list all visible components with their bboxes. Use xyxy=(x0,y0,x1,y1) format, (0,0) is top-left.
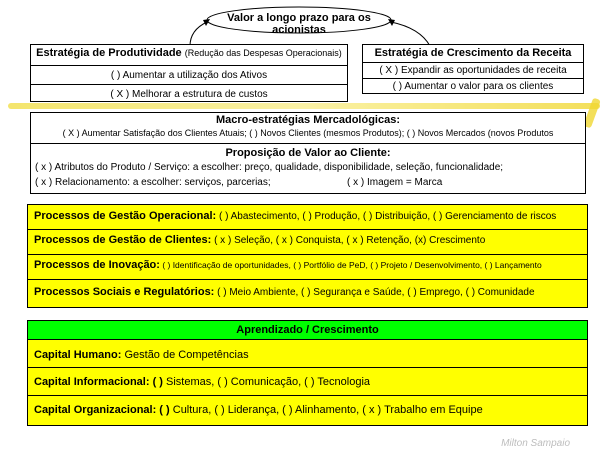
highlighter-stroke xyxy=(8,103,600,109)
watermark: Milton Sampaio xyxy=(501,438,570,449)
process-row-social: Processos Sociais e Regulatórios: ( ) Meio Ambiente, ( ) Segurança e Saúde, ( ) Emprego, ( ) Comunidade xyxy=(34,286,535,298)
capital-human-row: Capital Humano: Gestão de Competências xyxy=(34,349,249,361)
process-row-operational: Processos de Gestão Operacional: ( ) Abastecimento, ( ) Produção, ( ) Distribuição, ( ) Gerenciamento de riscos xyxy=(34,210,557,222)
value-prop-line-1: ( x ) Atributos do Produto / Serviço: a escolher: preço, qualidade, disponibilidade, seleção, funcionalidade; xyxy=(35,162,504,173)
macro-title: Macro-estratégias Mercadológicas: xyxy=(215,114,400,126)
value-prop-line-2b: ( x ) Imagem = Marca xyxy=(347,177,443,188)
growth-title: Estratégia de Crescimento da Receita xyxy=(374,47,572,59)
capital-info-row: Capital Informacional: ( ) Sistemas, ( ) Comunicação, ( ) Tecnologia xyxy=(34,376,371,388)
macro-box xyxy=(30,112,586,194)
macro-line: ( X ) Aumentar Satisfação dos Clientes Atuais; ( ) Novos Clientes (mesmos Produtos); ( ) Novos Mercados (novos Produtos xyxy=(62,128,554,138)
growth-box xyxy=(362,44,584,94)
process-row-innovation: Processos de Inovação: ( ) Identificação de oportunidades, ( ) Portfólio de PeD, ( ) Projeto / Desenvolvimento, ( ) Lançamento xyxy=(34,259,542,271)
growth-item-2: ( ) Aumentar o valor para os clientes xyxy=(363,78,583,94)
productivity-title: Estratégia de Produtividade xyxy=(36,47,182,59)
growth-item-1: ( X ) Expandir as oportunidades de receita xyxy=(363,62,583,78)
productivity-subtitle: (Redução das Despesas Operacionais) xyxy=(184,48,342,58)
learning-title: Aprendizado / Crescimento xyxy=(28,321,587,340)
value-prop-title: Proposição de Valor ao Cliente: xyxy=(225,147,391,159)
learning-box xyxy=(27,320,588,426)
processes-box xyxy=(27,204,588,308)
capital-org-row: Capital Organizacional: ( ) Cultura, ( ) Liderança, ( ) Alinhamento, ( x ) Trabalho em Equipe xyxy=(34,404,483,416)
productivity-box xyxy=(30,44,348,102)
macro-divider xyxy=(31,143,585,144)
process-row-clients: Processos de Gestão de Clientes: ( x ) Seleção, ( x ) Conquista, ( x ) Retenção, (x) Crescimento xyxy=(34,234,486,246)
productivity-item-1: ( ) Aumentar a utilização dos Ativos xyxy=(31,65,347,84)
top-goal: Valor a longo prazo para os acionistas xyxy=(227,12,371,36)
value-prop-line-2a: ( x ) Relacionamento: a escolher: serviços, parcerias; xyxy=(35,177,271,188)
productivity-item-2: ( X ) Melhorar a estrutura de custos xyxy=(31,84,347,102)
